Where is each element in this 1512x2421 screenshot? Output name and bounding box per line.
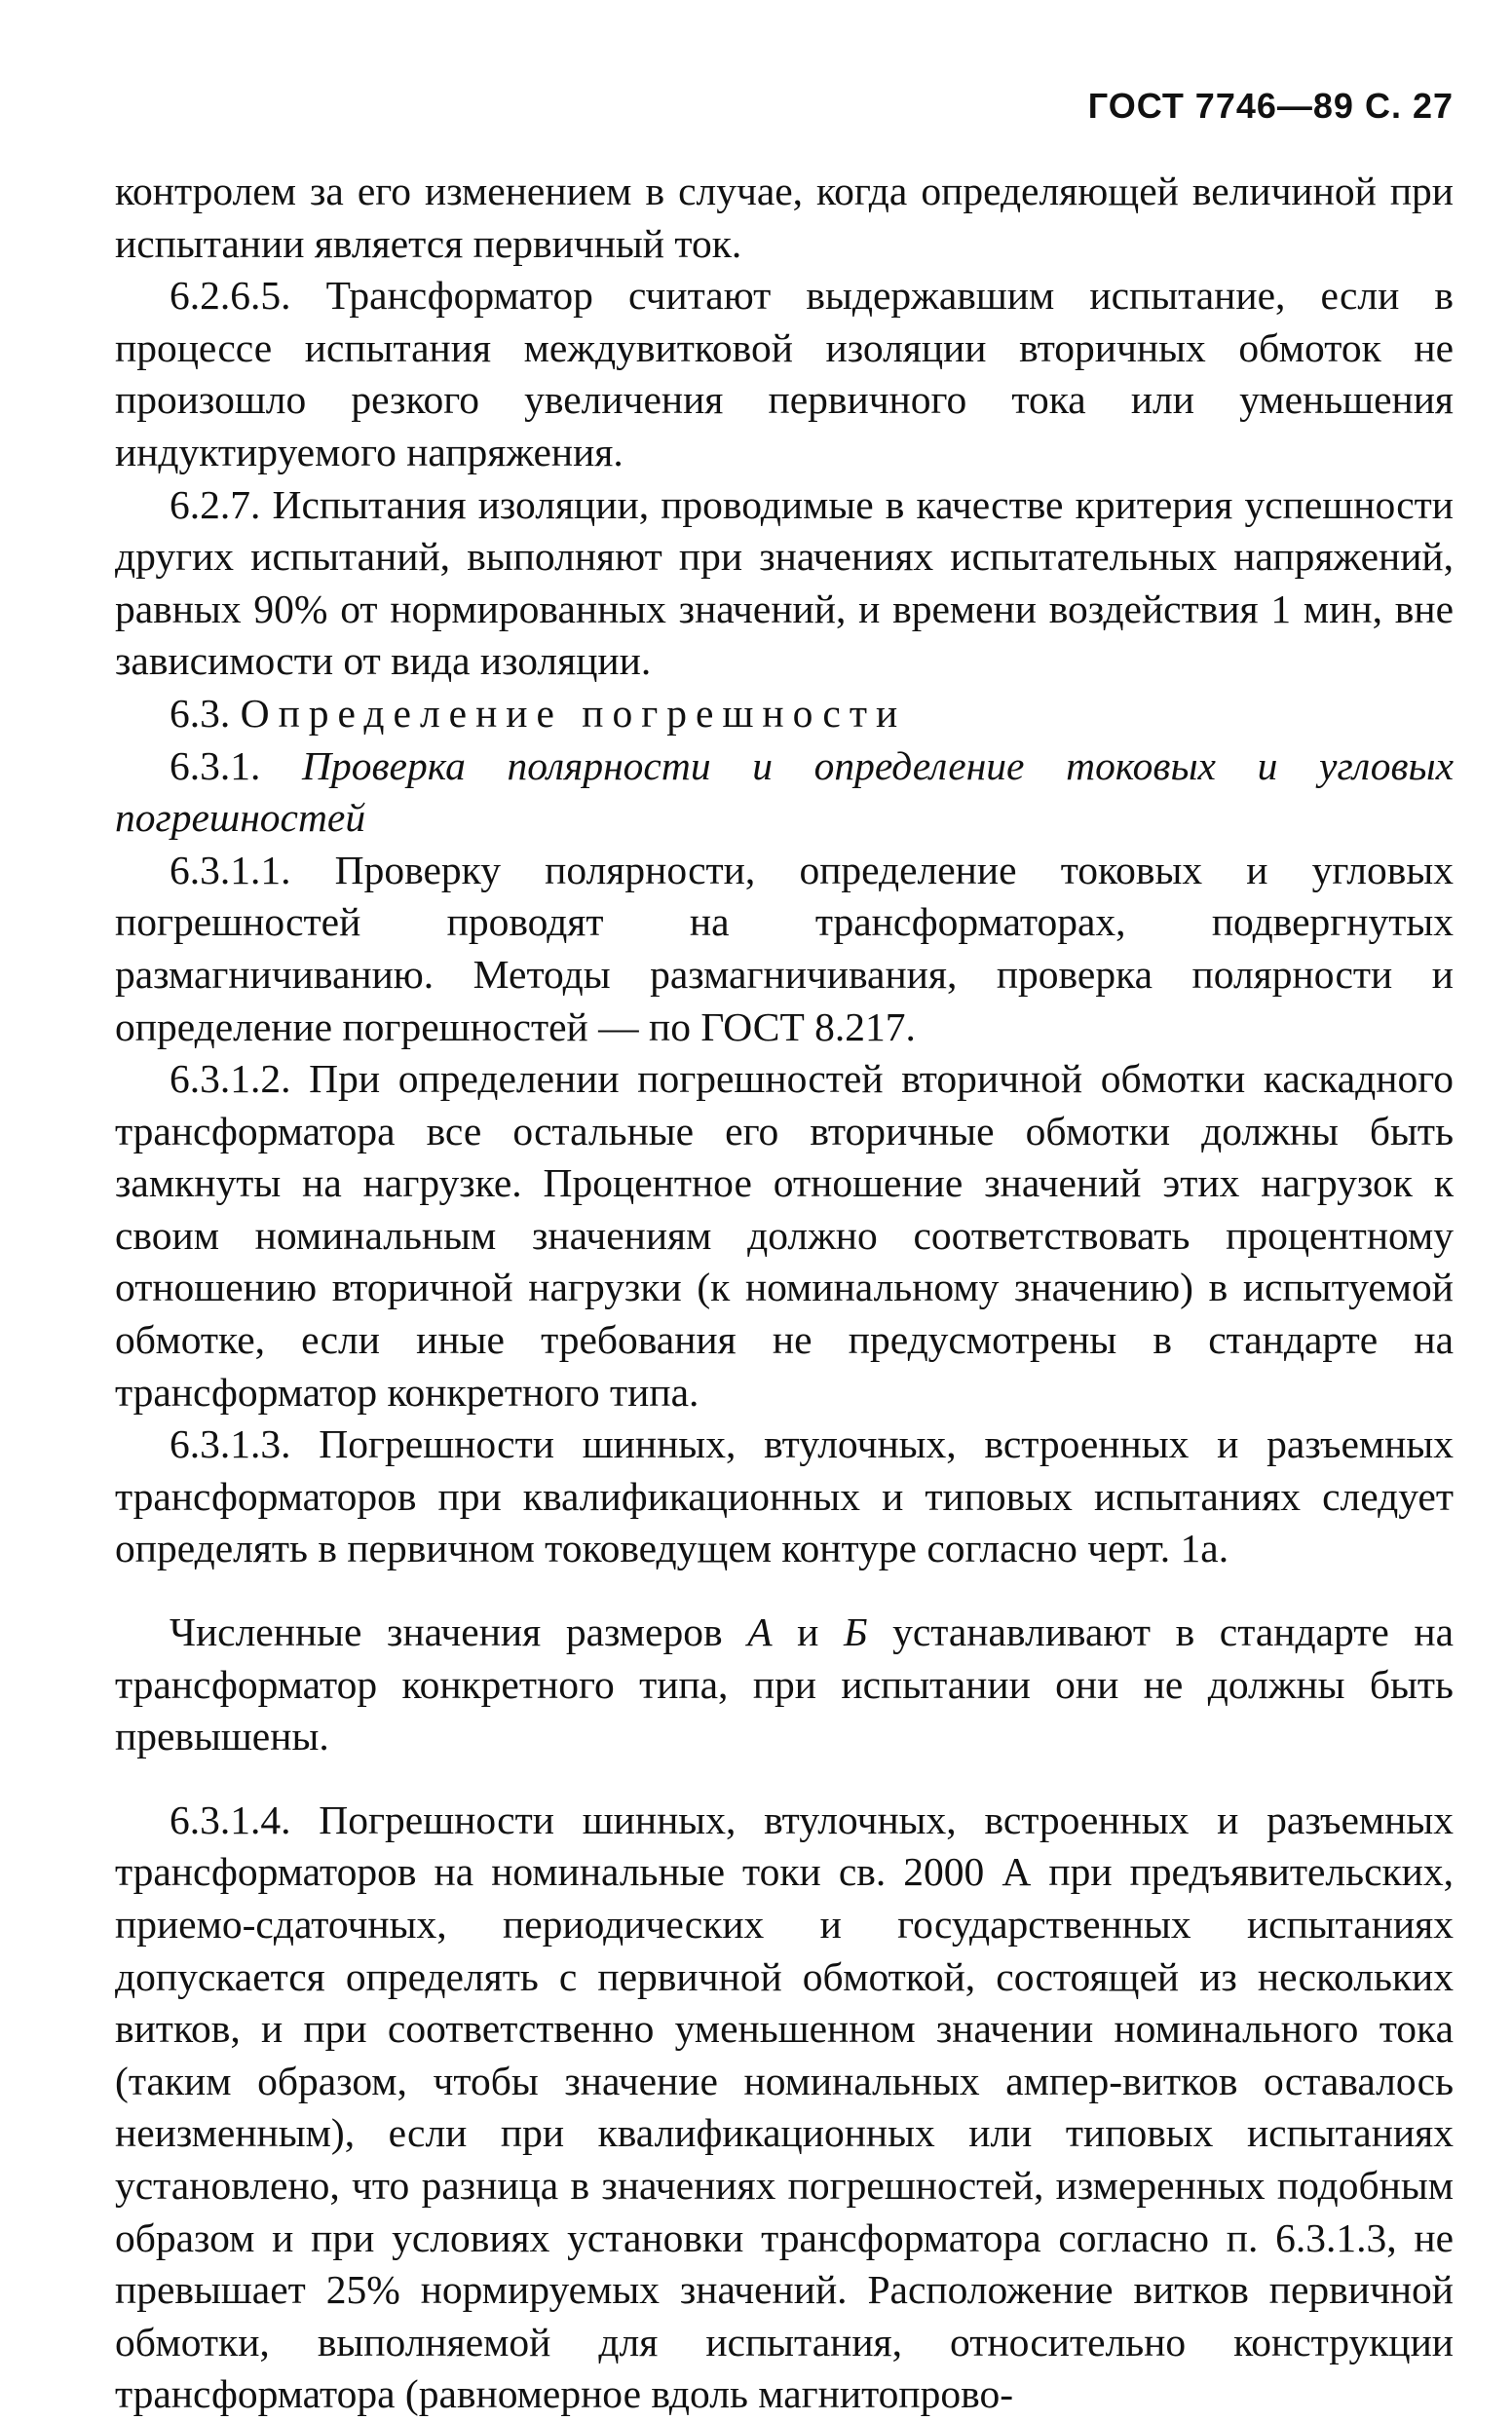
paragraph-dimensions (115, 1607, 1454, 1763)
paragraph-6-2-6-5: 6.2.6.5. Трансформатор считают выдержавшим испытание, если в процессе испытания междувитковой изоляции вторичных обмоток не произошло резкого увеличения первичного тока или уменьшения индуктируемого напряжения. (115, 273, 1454, 474)
paragraph-6-3-1-2: 6.3.1.2. При определении погрешностей вторичной обмотки каскадного трансформатора все остальные его вторичные обмотки должны быть замкнуты на нагрузке. Процентное отношение значений этих нагрузок к своим номинальным значениям должно соответствовать процентному отношению вторичной нагрузки (к номинальному значению) в испытуемой обмотке, если иные требования не предусмотрены в стандарте на трансформатор конкретного типа. (115, 1056, 1454, 1415)
dims-text-start: Численные значения размеров (170, 1609, 748, 1655)
page-body (115, 166, 1454, 2421)
paragraph-continuation: контролем за его изменением в случае, когда определяющей величиной при испытании является первичный ток. (115, 169, 1454, 266)
dims-text-end: устанавливают в стандарте на трансформатор конкретного типа, при испытании они не должны быть превышены. (115, 1609, 1454, 1759)
paragraph-6-3-1-4: 6.3.1.4. Погрешности шинных, втулочных, встроенных и разъемных трансформаторов на номинальные токи св. 2000 А при предъявительских, приемо-сдаточных, периодических и государственных испытаниях допускается определять с первичной обмоткой, состоящей из нескольких витков, и при соответственно уменьшенном значении номинального тока (таким образом, чтобы значение номинальных ампер-витков оставалось неизменным), если при квалификационных или типовых испытаниях установлено, что разница в значениях погрешностей, измеренных подобным образом и при условиях установки трансформатора согласно п. 6.3.1.3, не превышает 25% нормируемых значений. Расположение витков первичной обмотки, выполняемой для испытания, относительно конструкции трансформатора (равномерное вдоль магнитопрово- (115, 1797, 1454, 2417)
running-header: ГОСТ 7746—89 С. 27 (1087, 86, 1454, 126)
paragraph-6-2-7: 6.2.7. Испытания изоляции, проводимые в качестве критерия успешности других испытаний, выполняют при значениях испытательных напряжений, равных 90% от нормированных значений, и времени воздействия 1 мин, вне зависимости от вида изоляции. (115, 481, 1454, 684)
dimension-a: А (747, 1609, 773, 1655)
paragraph-6-3-1-1: 6.3.1.1. Проверку полярности, определение токовых и угловых погрешностей проводят на трансформаторах, подвергнутых размагничиванию. Методы размагничивания, проверка полярности и определение погрешностей — по ГОСТ 8.217. (115, 847, 1454, 1049)
subsection-number: 6.3.1. (170, 742, 261, 788)
dims-text-and: и (772, 1609, 844, 1655)
subsection-title: Проверка полярности и определение токовых и угловых погрешностей (115, 742, 1455, 841)
dimension-b: Б (843, 1609, 868, 1655)
section-heading-6-3 (115, 688, 1454, 740)
section-number: 6.3. (170, 690, 231, 736)
paragraph-6-3-1-3: 6.3.1.3. Погрешности шинных, втулочных, встроенных и разъемных трансформаторов при квалификационных и типовых испытаниях следует определять в первичном токоведущем контуре согласно черт. 1а. (115, 1421, 1454, 1571)
subsection-heading-6-3-1 (115, 740, 1454, 845)
section-title: Определение погрешности (240, 690, 907, 736)
